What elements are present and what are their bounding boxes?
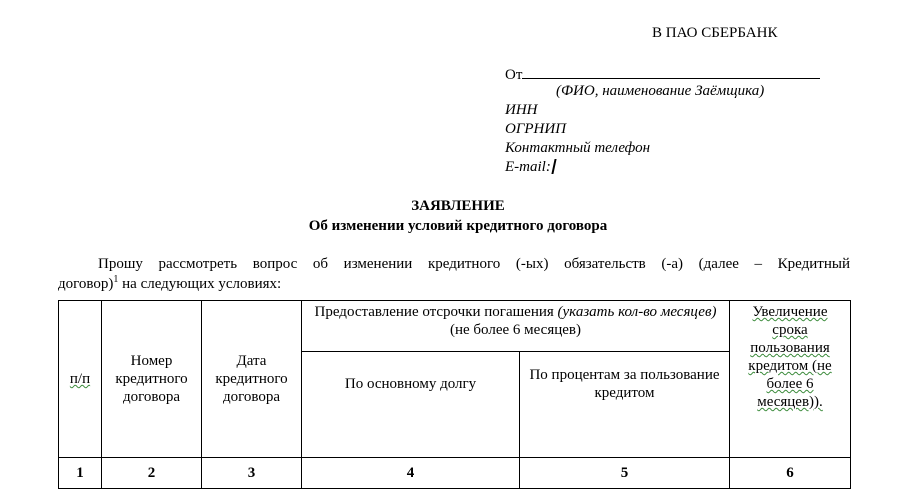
recipient: В ПАО СБЕРБАНК <box>652 25 778 41</box>
inn-label: ИНН <box>505 102 538 118</box>
body-line-2 <box>58 274 281 293</box>
col-number-6: 6 <box>730 458 851 489</box>
header-principal: По основному долгу <box>302 352 520 458</box>
email-label <box>505 159 555 176</box>
header-contract-date: Дата кредитного договора <box>202 301 302 458</box>
header-contract-number: Номер кредитного договора <box>102 301 202 458</box>
body-line-1: Прошу рассмотреть вопрос об изменении кредитного (-ых) обязательств (-а) (далее – Кредитный <box>98 256 850 272</box>
footnote-mark[interactable]: 1 <box>113 274 119 285</box>
fio-hint: (ФИО, наименование Заёмщика) <box>556 83 765 99</box>
from-label: От <box>505 67 523 83</box>
col-number-5: 5 <box>520 458 730 489</box>
header-interest: По процентам за пользование кредитом <box>520 352 730 458</box>
col-number-3: 3 <box>202 458 302 489</box>
header-deferral: Предоставление отсрочки погашения (указать кол-во месяцев) (не более 6 месяцев) <box>302 301 730 352</box>
phone-label: Контактный телефон <box>505 140 651 156</box>
body-line-2-b: на следующих условиях: <box>118 276 282 292</box>
text-cursor <box>551 159 556 174</box>
col-number-4: 4 <box>302 458 520 489</box>
body-line-2-a: договор) <box>58 276 114 292</box>
email-text: E-mail: <box>505 159 551 175</box>
doc-title: ЗАЯВЛЕНИЕ <box>411 198 505 214</box>
from-line <box>505 64 820 84</box>
header-num: п/п <box>59 301 102 458</box>
conditions-table <box>58 300 851 489</box>
doc-subtitle: Об изменении условий кредитного договора <box>308 218 608 234</box>
col-number-2: 2 <box>102 458 202 489</box>
ogrnip-label: ОГРНИП <box>505 121 567 137</box>
from-fill-line[interactable] <box>522 64 820 79</box>
header-extension: Увеличение срока пользования кредитом (не более 6 месяцев)). <box>730 301 851 458</box>
col-number-1: 1 <box>59 458 102 489</box>
